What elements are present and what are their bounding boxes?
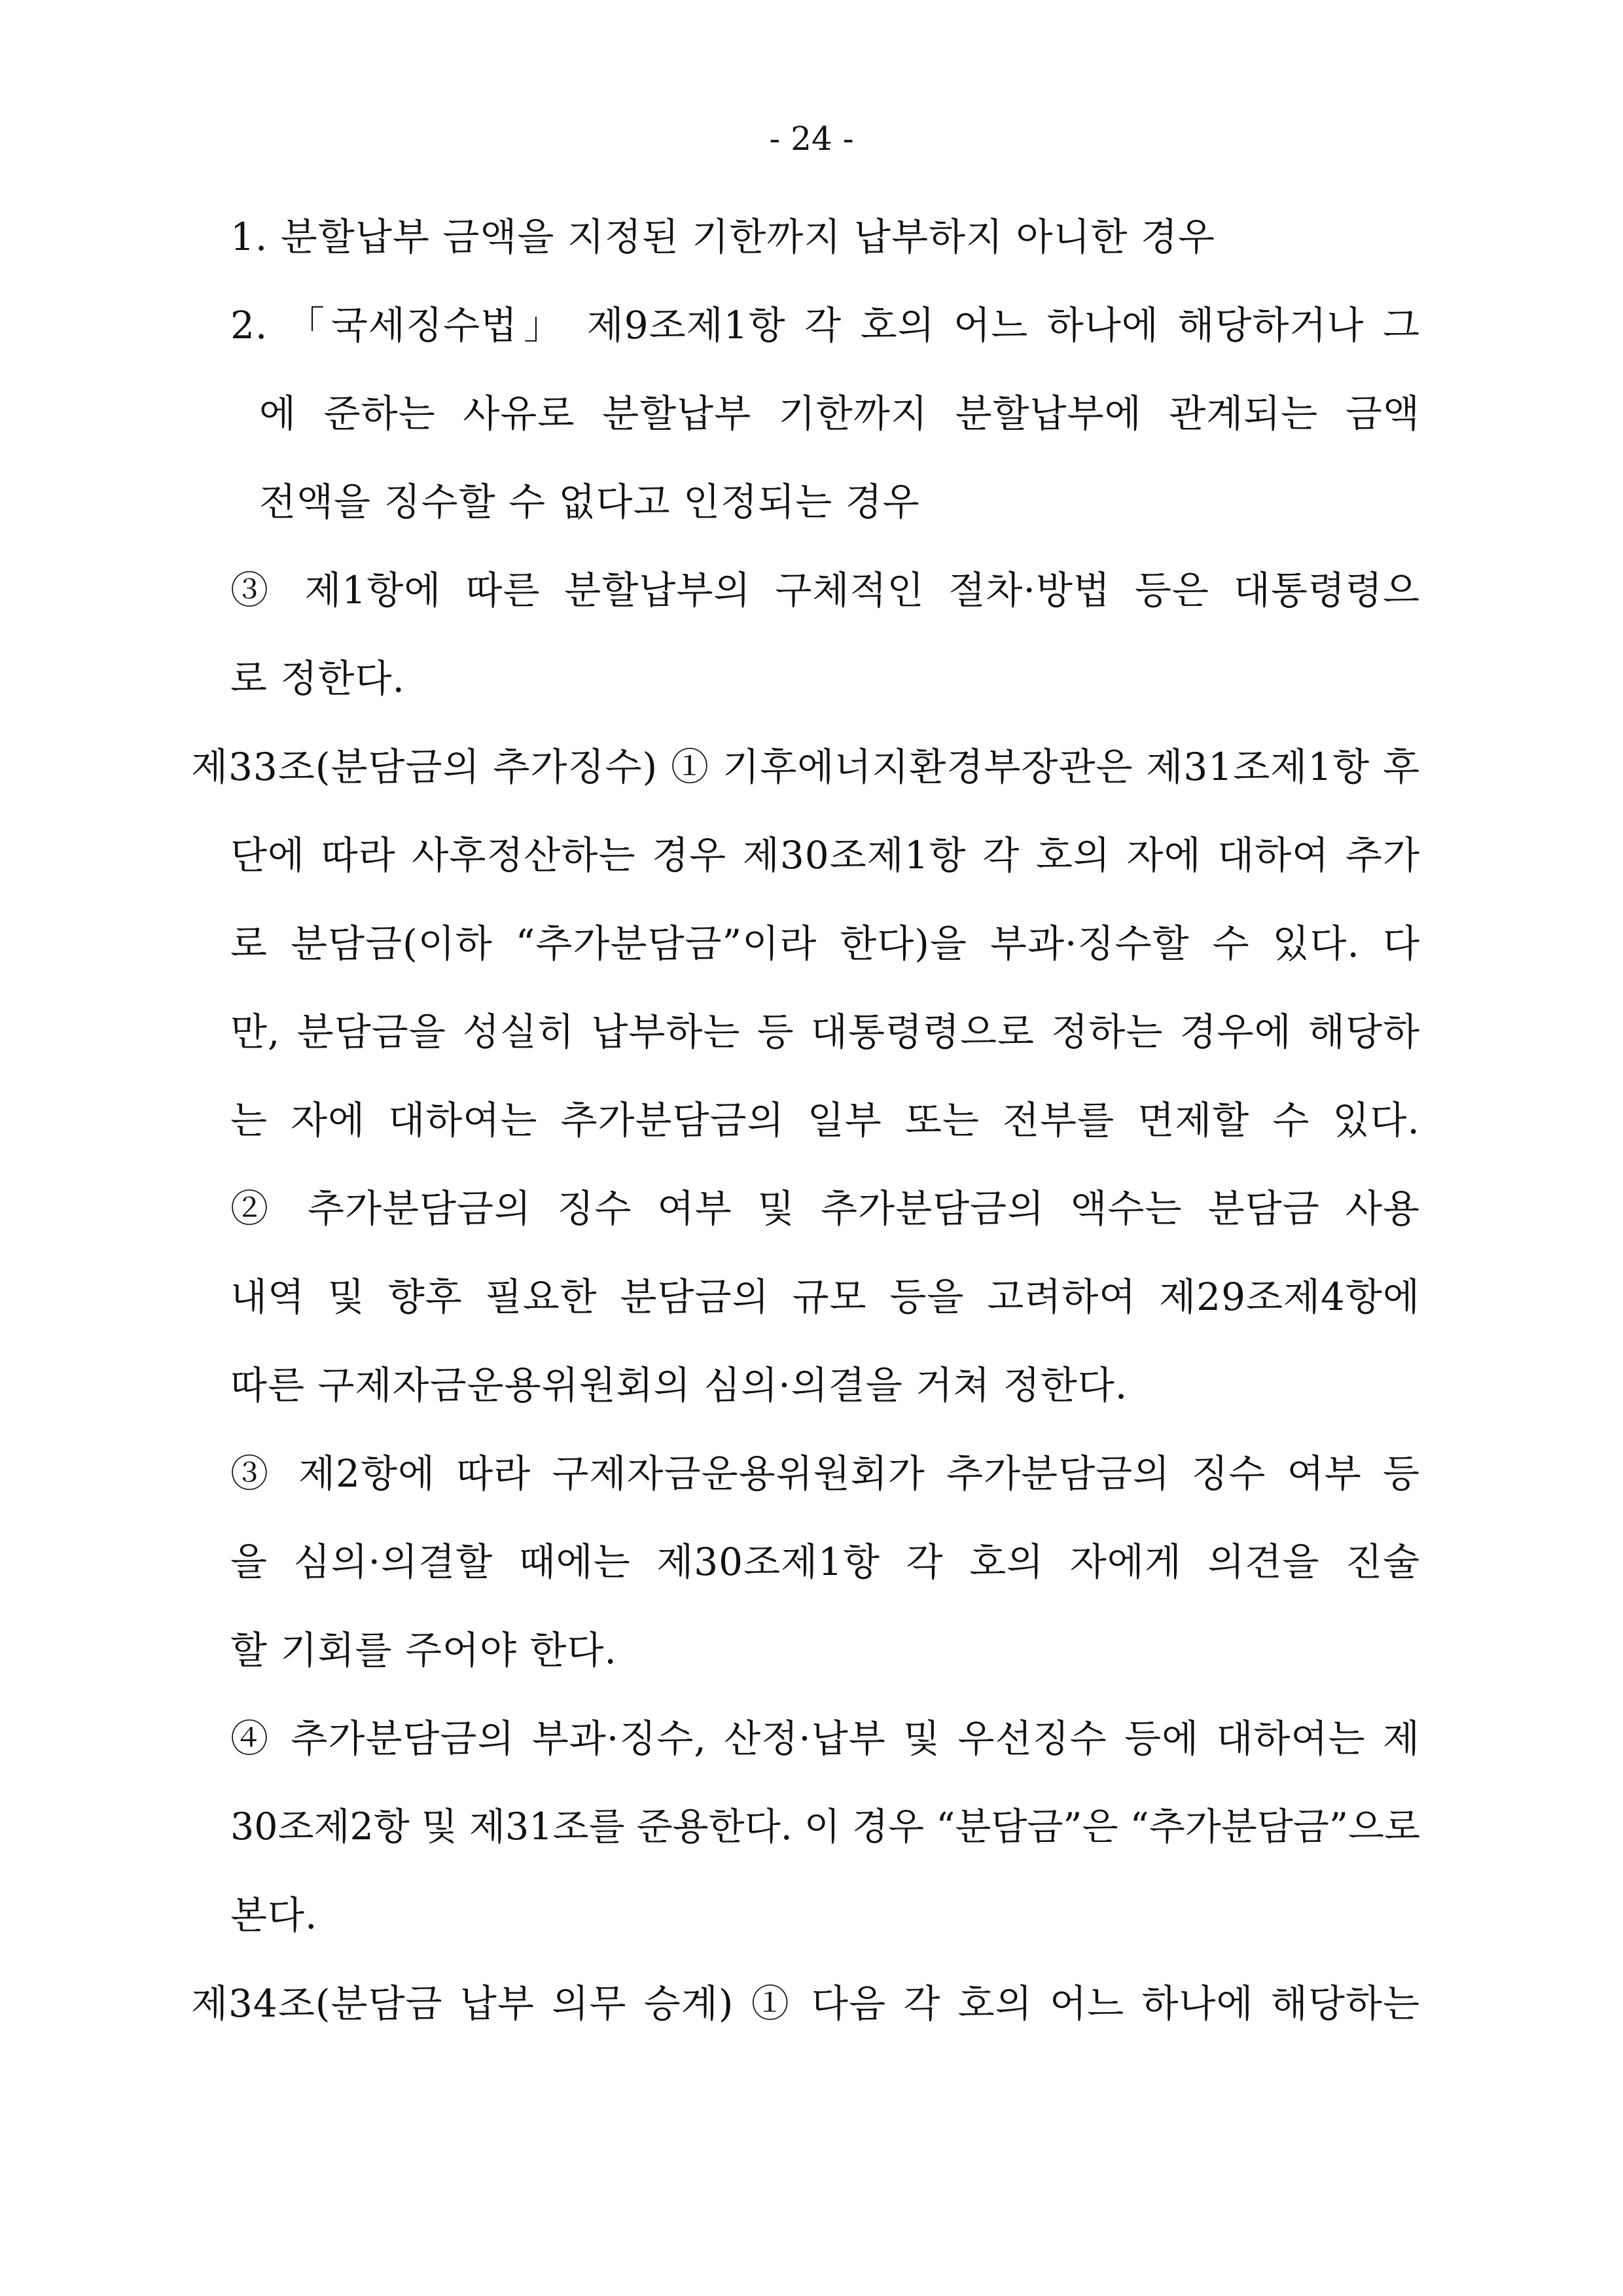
page-number: - 24 -	[769, 120, 854, 158]
text-line: 만, 분담금을 성실히 납부하는 등 대통령령으로 정하는 경우에 해당하	[230, 1010, 1420, 1054]
text-line: ② 추가분담금의 징수 여부 및 추가분담금의 액수는 분담금 사용	[230, 1186, 1420, 1231]
text-line: 1. 분할납부 금액을 지정된 기한까지 납부하지 아니한 경우	[230, 215, 1216, 259]
text-line: 본다.	[230, 1893, 318, 1937]
text-line: 는 자에 대하여는 추가분담금의 일부 또는 전부를 면제할 수 있다.	[230, 1098, 1420, 1142]
text-line: 단에 따라 사후정산하는 경우 제30조제1항 각 호의 자에 대하여 추가	[230, 833, 1420, 877]
text-line: ③ 제1항에 따른 분할납부의 구체적인 절차·방법 등은 대통령령으	[230, 568, 1420, 612]
text-line: ③ 제2항에 따라 구제자금운용위원회가 추가분담금의 징수 여부 등	[230, 1451, 1420, 1496]
text-line: 을 심의·의결할 때에는 제30조제1항 각 호의 자에게 의견을 진술	[230, 1540, 1420, 1584]
text-line: ④ 추가분담금의 부과·징수, 산정·납부 및 우선징수 등에 대하여는 제	[230, 1716, 1420, 1761]
text-line: 로 정한다.	[230, 656, 405, 701]
text-line: 2. 「국세징수법」 제9조제1항 각 호의 어느 하나에 해당하거나 그	[230, 303, 1420, 347]
text-line: 30조제2항 및 제31조를 준용한다. 이 경우 “분담금”은 “추가분담금”으로	[230, 1805, 1420, 1848]
text-line: 따른 구제자금운용위원회의 심의·의결을 거쳐 정한다.	[230, 1363, 1128, 1407]
text-line: 로 분담금(이하 “추가분담금”이라 한다)을 부과·징수할 수 있다. 다	[230, 921, 1420, 966]
text-line: 전액을 징수할 수 없다고 인정되는 경우	[259, 480, 920, 524]
text-line: 에 준하는 사유로 분할납부 기한까지 분할납부에 관계되는 금액	[259, 391, 1420, 436]
text-line: 제33조(분담금의 추가징수) ① 기후에너지환경부장관은 제31조제1항 후	[191, 745, 1420, 789]
text-line: 내역 및 향후 필요한 분담금의 규모 등을 고려하여 제29조제4항에	[230, 1275, 1420, 1319]
text-line: 할 기회를 주어야 한다.	[230, 1628, 617, 1672]
text-line: 제34조(분담금 납부 의무 승계) ① 다음 각 호의 어느 하나에 해당하는	[191, 1981, 1420, 2026]
